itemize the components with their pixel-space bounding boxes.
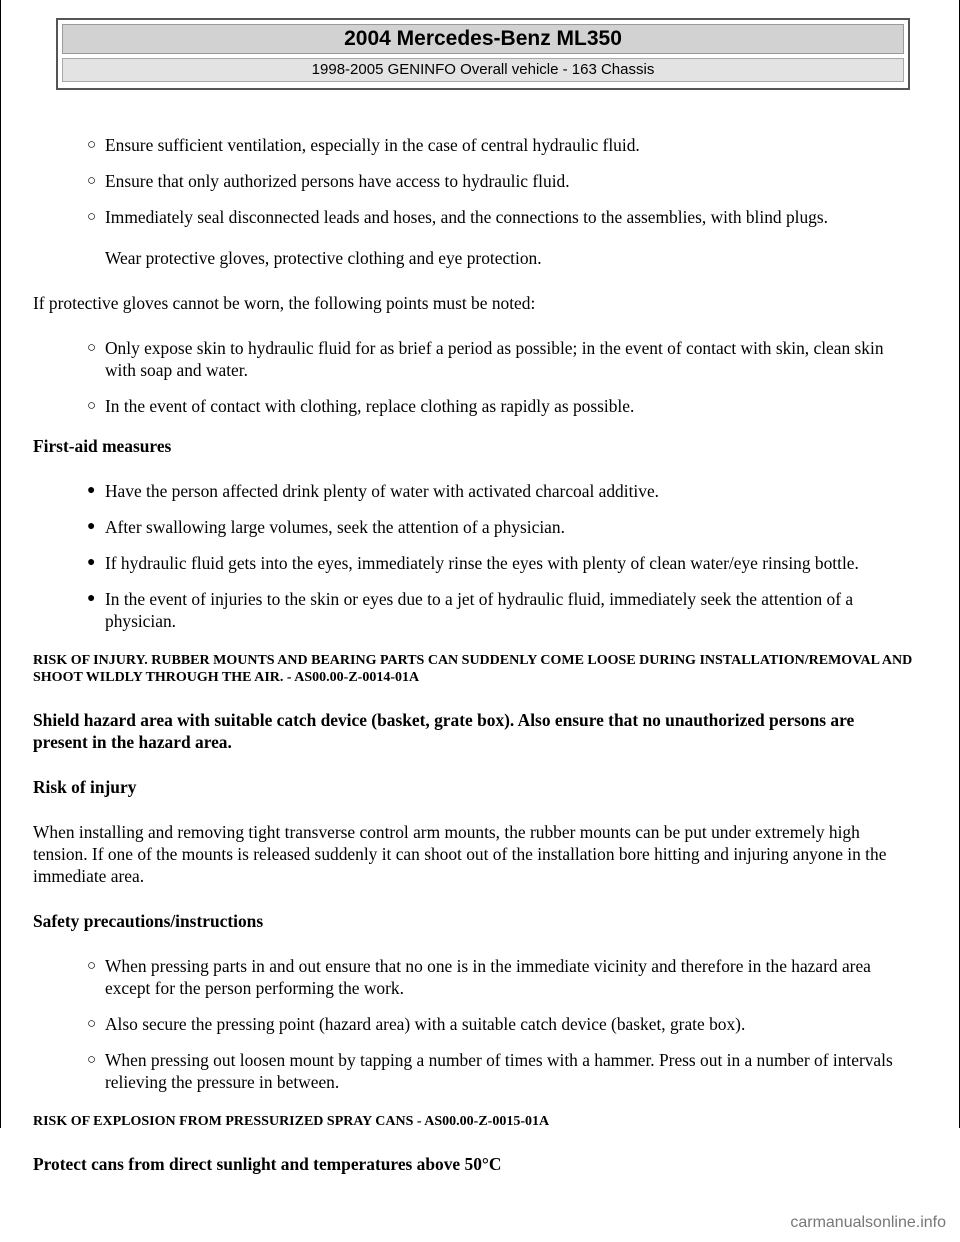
first-aid-heading: First-aid measures xyxy=(33,436,172,456)
header-title: 2004 Mercedes-Benz ML350 xyxy=(62,24,904,54)
list-item-text: If hydraulic fluid gets into the eyes, immediately rinse the eyes with plenty of clean water/eye rinsing bottle. xyxy=(105,553,859,573)
circle-bullet-icon: ○ xyxy=(87,209,97,225)
gloves-intro: If protective gloves cannot be worn, the following points must be noted: xyxy=(33,293,536,313)
list-item-text: Only expose skin to hydraulic fluid for as brief a period as possible; in the event of contact with skin, clean skin with soap and water. xyxy=(105,338,884,380)
watermark: carmanualsonline.info xyxy=(790,1214,946,1231)
list-item-text: Also secure the pressing point (hazard area) with a suitable catch device (basket, grate box). xyxy=(105,1014,746,1034)
list-item xyxy=(33,170,913,192)
circle-bullet-icon: ○ xyxy=(87,1016,97,1032)
list-item-text: After swallowing large volumes, seek the attention of a physician. xyxy=(105,517,565,537)
list-item xyxy=(33,337,913,381)
list-item xyxy=(33,134,913,156)
list-item xyxy=(33,206,913,228)
list-item xyxy=(33,395,913,417)
list-item xyxy=(33,552,913,574)
list-item-text: When pressing parts in and out ensure that no one is in the immediate vicinity and therefore in the hazard area except for the person performing the work. xyxy=(105,956,871,998)
circle-bullet-icon: ○ xyxy=(87,137,97,153)
circle-bullet-icon: ○ xyxy=(87,398,97,414)
protect-cans-instruction: Protect cans from direct sunlight and temperatures above 50°C xyxy=(33,1154,502,1174)
dot-bullet-icon: ● xyxy=(87,519,96,534)
risk-of-injury-text: When installing and removing tight transverse control arm mounts, the rubber mounts can be put under extremely high tension. If one of the mounts is released suddenly it can shoot out of the installation bore hitting and injuring anyone in the immediate area. xyxy=(33,822,887,886)
list-item xyxy=(33,480,913,502)
dot-bullet-icon: ● xyxy=(87,591,96,606)
circle-bullet-icon: ○ xyxy=(87,173,97,189)
safety-precautions-heading: Safety precautions/instructions xyxy=(33,911,264,931)
circle-bullet-icon: ○ xyxy=(87,1052,97,1068)
list-item xyxy=(33,588,913,632)
risk-of-injury-heading: Risk of injury xyxy=(33,777,137,797)
list-item xyxy=(33,955,913,999)
wear-protection-note: Wear protective gloves, protective clothing and eye protection. xyxy=(105,248,542,268)
list-item-text: In the event of contact with clothing, replace clothing as rapidly as possible. xyxy=(105,396,635,416)
list-item-text: Ensure that only authorized persons have access to hydraulic fluid. xyxy=(105,171,570,191)
spray-cans-risk-notice: RISK OF EXPLOSION FROM PRESSURIZED SPRAY CANS - AS00.00-Z-0015-01A xyxy=(33,1114,550,1129)
dot-bullet-icon: ● xyxy=(87,555,96,570)
list-item xyxy=(33,1049,913,1093)
list-item-text: Immediately seal disconnected leads and hoses, and the connections to the assemblies, with blind plugs. xyxy=(105,207,828,227)
rubber-mounts-risk-notice: RISK OF INJURY. RUBBER MOUNTS AND BEARING PARTS CAN SUDDENLY COME LOOSE DURING INSTALLATION/REMOVAL AND SHOOT WILDLY THROUGH THE AIR. - AS00.00-Z-0014-01A xyxy=(33,653,913,685)
document-header xyxy=(56,18,910,90)
circle-bullet-icon: ○ xyxy=(87,340,97,356)
list-item-text: Ensure sufficient ventilation, especially in the case of central hydraulic fluid. xyxy=(105,135,640,155)
shield-hazard-instruction: Shield hazard area with suitable catch device (basket, grate box). Also ensure that no unauthorized persons are present in the hazard area. xyxy=(33,710,855,752)
document-body xyxy=(33,134,913,1198)
header-subtitle: 1998-2005 GENINFO Overall vehicle - 163 Chassis xyxy=(62,58,904,82)
list-item xyxy=(33,516,913,538)
circle-bullet-icon: ○ xyxy=(87,958,97,974)
list-item-text: In the event of injuries to the skin or eyes due to a jet of hydraulic fluid, immediately seek the attention of a physician. xyxy=(105,589,854,631)
list-item-text: Have the person affected drink plenty of water with activated charcoal additive. xyxy=(105,481,660,501)
dot-bullet-icon: ● xyxy=(87,483,96,498)
list-item xyxy=(33,1013,913,1035)
list-item-text: When pressing out loosen mount by tapping a number of times with a hammer. Press out in a number of intervals relieving the pressure in between. xyxy=(105,1050,893,1092)
